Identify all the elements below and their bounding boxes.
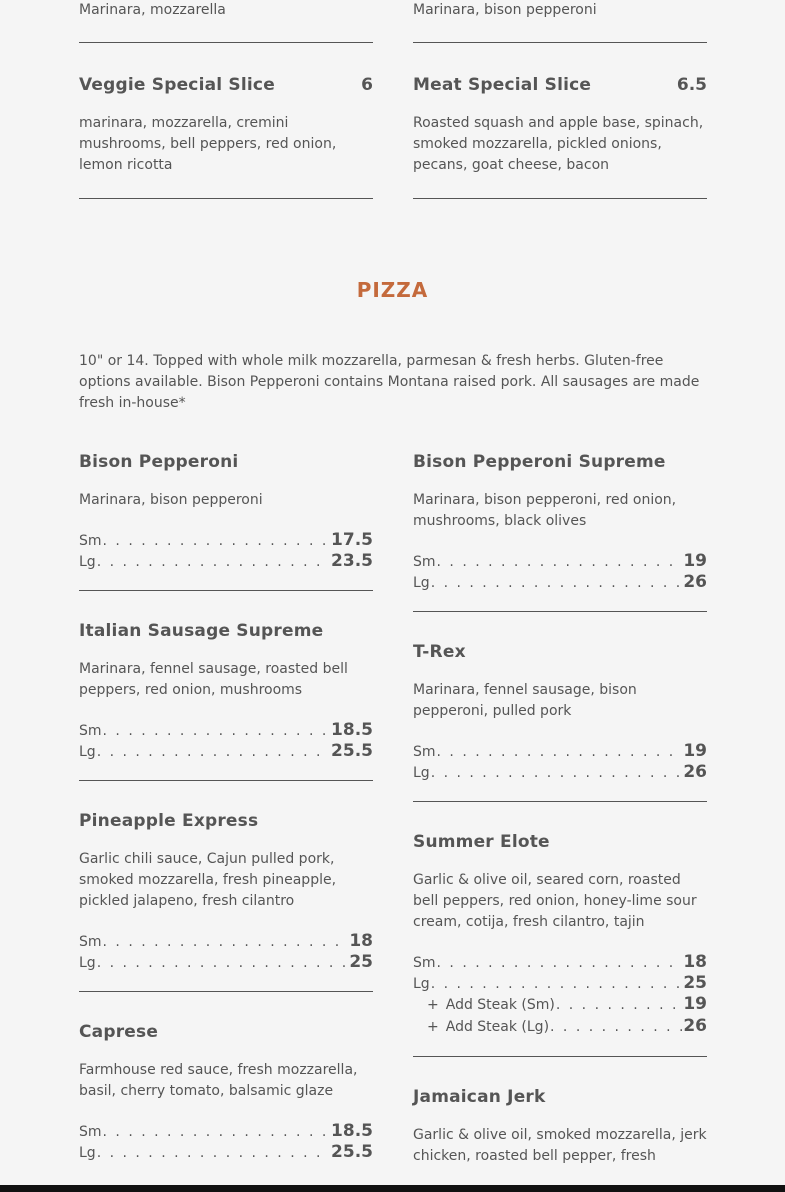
menu-item-jamaican-jerk — [413, 1087, 707, 1167]
menu-item-summer-elote — [413, 832, 707, 1057]
item-name: Italian Sausage Supreme — [79, 621, 324, 641]
price-list — [413, 551, 707, 593]
addon-label: Add Steak (Lg) — [445, 1019, 550, 1035]
menu-column-top-right — [413, 0, 707, 199]
price-row-sm — [79, 1121, 373, 1142]
item-name: T-Rex — [413, 642, 466, 662]
item-description: Marinara, bison pepperoni — [79, 492, 263, 508]
price-value: 25 — [683, 973, 707, 993]
price-value: 26 — [683, 1016, 707, 1036]
dot-leader — [550, 1019, 682, 1035]
size-label: Sm — [79, 723, 102, 739]
price-value: 25 — [349, 952, 373, 972]
addon-row-steak-sm — [413, 994, 707, 1016]
size-label: Lg — [413, 976, 430, 992]
price-list — [79, 530, 373, 572]
item-description: Garlic & olive oil, smoked mozzarella, jerk chicken, roasted bell pepper, fresh — [413, 1127, 707, 1164]
dot-leader — [103, 723, 331, 739]
size-label: Sm — [413, 955, 436, 971]
dot-leader — [103, 934, 349, 950]
menu-item-previous-left — [79, 0, 373, 43]
item-description: Garlic chili sauce, Cajun pulled pork, smoked mozzarella, fresh pineapple, pickled jalapeno, fresh cilantro — [79, 851, 337, 909]
item-description: Marinara, bison pepperoni — [413, 2, 597, 18]
size-label: Sm — [79, 1124, 102, 1140]
size-label: Sm — [413, 744, 436, 760]
price-row-lg — [413, 973, 707, 994]
price-list — [79, 931, 373, 973]
price-value: 17.5 — [331, 530, 373, 550]
dot-leader — [437, 554, 683, 570]
price-value: 25.5 — [331, 741, 373, 761]
dot-leader — [97, 744, 330, 760]
price-value: 18 — [683, 952, 707, 972]
item-description: Marinara, bison pepperoni, red onion, mushrooms, black olives — [413, 492, 677, 529]
menu-column-top-left — [79, 0, 373, 199]
dot-leader — [97, 554, 330, 570]
pizza-column-left — [79, 452, 373, 1163]
item-description: Marinara, fennel sausage, bison pepperoni, pulled pork — [413, 682, 637, 719]
menu-item-pineapple-express — [79, 811, 373, 992]
bottom-bar — [0, 1185, 785, 1192]
size-label: Sm — [413, 554, 436, 570]
dot-leader — [431, 765, 683, 781]
size-label: Lg — [79, 744, 96, 760]
price-value: 18 — [349, 931, 373, 951]
price-row-lg — [413, 572, 707, 593]
size-label: Lg — [413, 765, 430, 781]
menu-item-caprese — [79, 1022, 373, 1163]
dot-leader — [437, 955, 683, 971]
addon-row-steak-lg — [413, 1016, 707, 1038]
price-row-sm — [79, 931, 373, 952]
dot-leader — [103, 533, 331, 549]
price-row-sm — [79, 530, 373, 551]
price-value: 19 — [683, 741, 707, 761]
price-list — [413, 741, 707, 783]
menu-item-t-rex — [413, 642, 707, 802]
item-description: Roasted squash and apple base, spinach, smoked mozzarella, pickled onions, pecans, goat cheese, bacon — [413, 115, 704, 173]
plus-icon: + — [427, 1019, 439, 1035]
price-row-lg — [79, 741, 373, 762]
size-label: Lg — [413, 575, 430, 591]
item-price: 6.5 — [676, 75, 707, 95]
price-list — [413, 952, 707, 1038]
item-name: Bison Pepperoni — [79, 452, 239, 472]
size-label: Sm — [79, 934, 102, 950]
price-value: 19 — [683, 994, 707, 1014]
item-price: 6 — [361, 75, 373, 95]
dot-leader — [431, 976, 683, 992]
price-row-lg — [79, 1142, 373, 1163]
price-list — [79, 1121, 373, 1163]
item-name: Caprese — [79, 1022, 159, 1042]
price-value: 18.5 — [331, 1121, 373, 1141]
price-list — [79, 720, 373, 762]
dot-leader — [437, 744, 683, 760]
price-value: 19 — [683, 551, 707, 571]
item-description: Marinara, fennel sausage, roasted bell peppers, red onion, mushrooms — [79, 661, 348, 698]
item-description: marinara, mozzarella, cremini mushrooms, bell peppers, red onion, lemon ricotta — [79, 115, 337, 173]
section-intro: 10" or 14. Topped with whole milk mozzarella, parmesan & fresh herbs. Gluten-free options available. Bison Pepperoni contains Montana raised pork. All sausages are made fresh in-house* — [79, 353, 700, 411]
menu-item-veggie-special-slice — [79, 75, 373, 199]
plus-icon: + — [427, 997, 439, 1013]
dot-leader — [556, 997, 682, 1013]
price-row-sm — [413, 551, 707, 572]
size-label: Sm — [79, 533, 102, 549]
item-name: Veggie Special Slice — [79, 75, 275, 95]
menu-item-italian-sausage-supreme — [79, 621, 373, 781]
price-value: 23.5 — [331, 551, 373, 571]
dot-leader — [97, 955, 349, 971]
price-row-lg — [413, 762, 707, 783]
price-value: 18.5 — [331, 720, 373, 740]
price-value: 25.5 — [331, 1142, 373, 1162]
pizza-column-right — [413, 452, 707, 1167]
menu-item-bison-pepperoni-supreme — [413, 452, 707, 612]
price-row-sm — [413, 741, 707, 762]
item-description: Farmhouse red sauce, fresh mozzarella, basil, cherry tomato, balsamic glaze — [79, 1062, 358, 1099]
menu-item-previous-right — [413, 0, 707, 43]
size-label: Lg — [79, 955, 96, 971]
item-name: Bison Pepperoni Supreme — [413, 452, 666, 472]
size-label: Lg — [79, 554, 96, 570]
size-label: Lg — [79, 1145, 96, 1161]
item-name: Jamaican Jerk — [413, 1087, 546, 1107]
item-name: Pineapple Express — [79, 811, 259, 831]
price-row-lg — [79, 551, 373, 572]
section-title-pizza: PIZZA — [356, 278, 429, 302]
dot-leader — [431, 575, 683, 591]
item-name: Summer Elote — [413, 832, 550, 852]
menu-item-meat-special-slice — [413, 75, 707, 199]
item-name: Meat Special Slice — [413, 75, 592, 95]
menu-item-bison-pepperoni — [79, 452, 373, 591]
price-value: 26 — [683, 762, 707, 782]
addon-label: Add Steak (Sm) — [445, 997, 555, 1013]
price-row-sm — [413, 952, 707, 973]
item-description: Marinara, mozzarella — [79, 2, 226, 18]
dot-leader — [97, 1145, 330, 1161]
item-description: Garlic & olive oil, seared corn, roasted bell peppers, red onion, honey-lime sour cream, cotija, fresh cilantro, tajin — [413, 872, 697, 930]
price-row-sm — [79, 720, 373, 741]
dot-leader — [103, 1124, 331, 1140]
price-value: 26 — [683, 572, 707, 592]
price-row-lg — [79, 952, 373, 973]
